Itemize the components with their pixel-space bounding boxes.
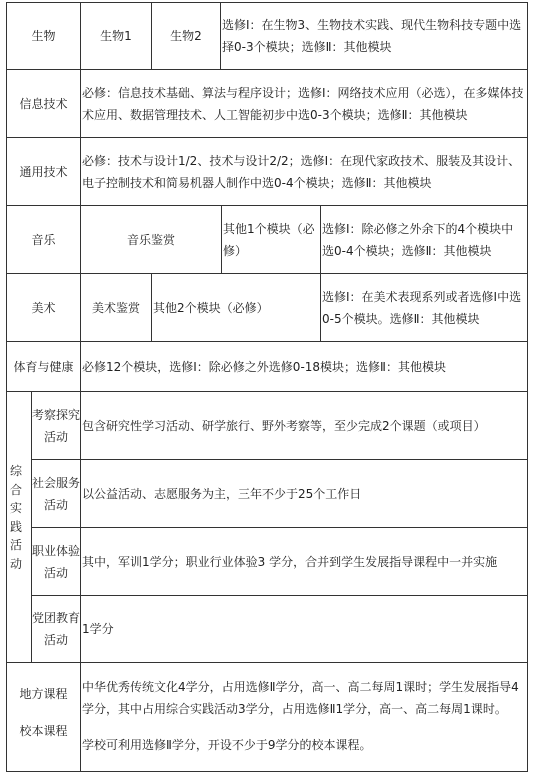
border-bottom xyxy=(6,771,528,772)
label-school-course: 校本课程 xyxy=(19,724,68,738)
practice-item-name: 考察探究活动 xyxy=(32,407,81,444)
module-biology-1: 生物1 xyxy=(100,29,132,43)
practice-item-name: 职业体验活动 xyxy=(32,543,81,580)
col-divider xyxy=(320,205,321,274)
practice-item-desc: 包含研究性学习活动、研学旅行、野外考察等，至少完成2个课题（或项目） xyxy=(82,418,486,433)
subject-biology: 生物 xyxy=(31,29,56,43)
subject-general-technology: 通用技术 xyxy=(19,164,68,179)
module-art-appreciation: 美术鉴赏 xyxy=(91,300,140,315)
practice-group-label: 综合实践活动 xyxy=(9,464,22,571)
desc-biology: 选修Ⅰ：在生物3、生物技术实践、现代生物科技专题中选择0-3个模块；选修Ⅱ：其他模块 xyxy=(222,18,522,54)
module-music-other: 其他1个模块（必修） xyxy=(223,221,315,258)
module-art-other: 其他2个模块（必修） xyxy=(153,300,269,315)
subject-art: 美术 xyxy=(31,300,56,315)
subject-it: 信息技术 xyxy=(19,96,68,111)
desc-local-course: 中华优秀传统文化4学分，占用选修Ⅱ学分，高一、高二每周1课时；学生发展指导4学分，其中占用综合实践活动3学分，占用选修Ⅱ1学分，高一、高二每周1课时。 xyxy=(82,680,519,716)
desc-art: 选修Ⅰ：在美术表现系列或者选修Ⅰ中选0-5个模块。选修Ⅱ：其他模块 xyxy=(322,289,522,326)
col-divider xyxy=(221,205,222,274)
border-right xyxy=(527,2,528,772)
col-divider xyxy=(151,273,152,342)
desc-it: 必修：信息技术基础、算法与程序设计；选修Ⅰ：网络技术应用（必选），在多媒体技术应用、数据管理技术、人工智能初步中选0-3个模块；选修Ⅱ：其他模块 xyxy=(82,85,524,122)
subject-pe: 体育与健康 xyxy=(13,359,74,374)
col-divider xyxy=(220,2,221,70)
module-biology-2: 生物2 xyxy=(170,29,202,43)
col-divider xyxy=(320,273,321,342)
practice-item-desc: 以公益活动、志愿服务为主，三年不少于25个工作日 xyxy=(82,486,362,501)
module-music-appreciation: 音乐鉴赏 xyxy=(126,232,175,247)
practice-item-desc: 其中，军训1学分；职业行业体验3 学分，合并到学生发展指导课程中一并实施 xyxy=(82,554,498,569)
desc-school-course: 学校可利用选修Ⅱ学分，开设不少于9学分的校本课程。 xyxy=(82,738,372,752)
desc-music: 选修Ⅰ：除必修之外余下的4个模块中选0-4个模块；选修Ⅱ：其他模块 xyxy=(322,221,514,258)
local-school-desc-cell xyxy=(82,663,525,771)
subject-music: 音乐 xyxy=(31,232,56,247)
practice-item-name: 社会服务活动 xyxy=(32,475,81,512)
local-school-label-cell xyxy=(7,663,80,771)
desc-pe: 必修12个模块，选修Ⅰ：除必修之外选修0-18模块；选修Ⅱ：其他模块 xyxy=(82,359,446,374)
desc-general-technology: 必修：技术与设计1/2、技术与设计2/2；选修Ⅰ：在现代家政技术、服装及其设计、电子控制技术和简易机器人制作中选0-4个模块；选修Ⅱ：其他模块 xyxy=(82,153,521,190)
practice-item-desc: 1学分 xyxy=(82,622,114,636)
practice-item-name: 党团教育活动 xyxy=(32,611,81,647)
label-local-course: 地方课程 xyxy=(19,687,68,701)
col-divider xyxy=(80,662,81,772)
